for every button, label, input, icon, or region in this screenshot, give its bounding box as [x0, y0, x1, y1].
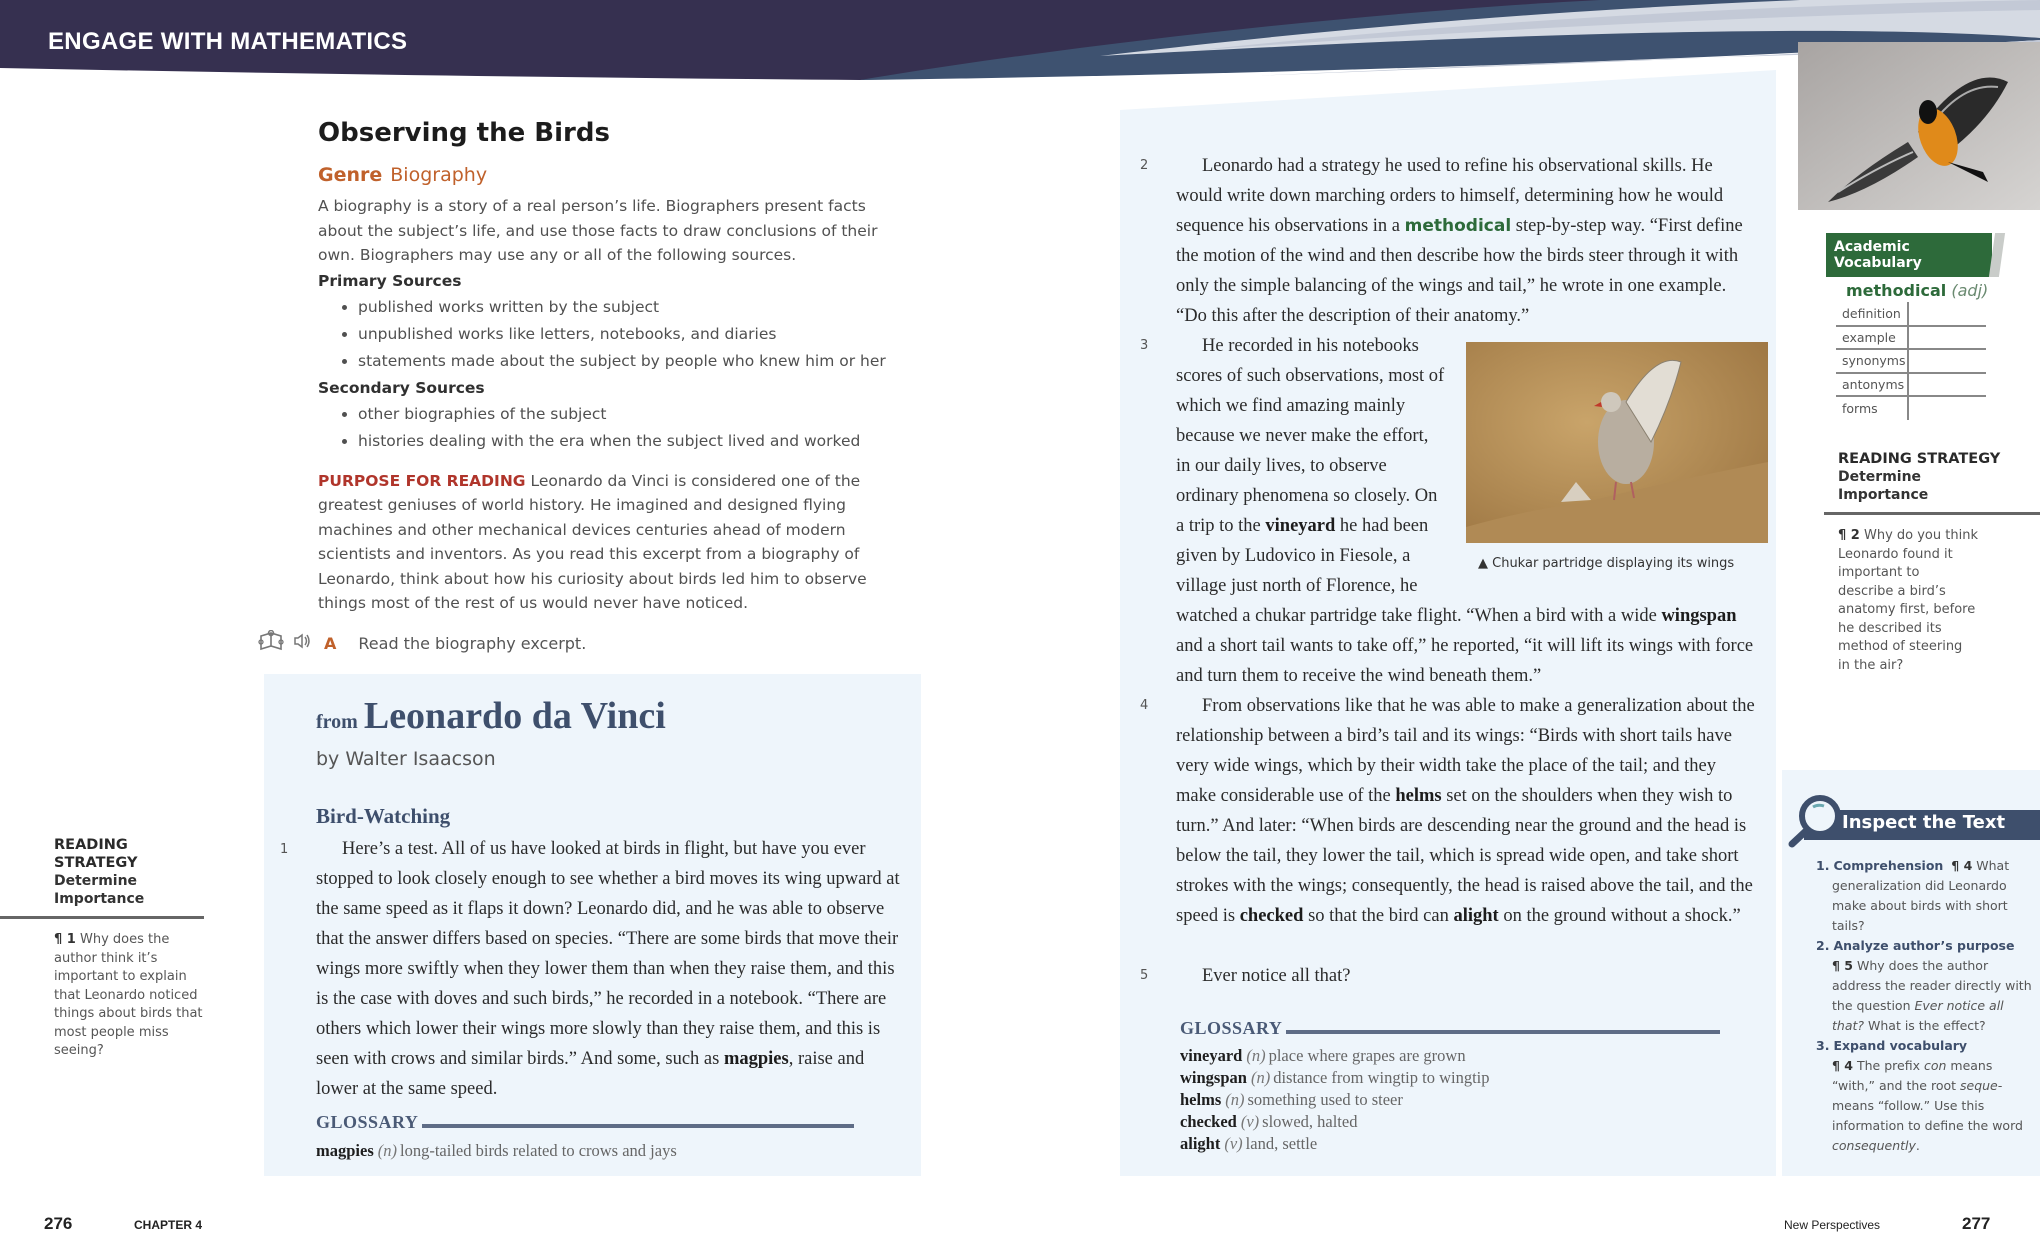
vocab-word: methodical (adj): [1846, 281, 1989, 300]
excerpt-from: from: [316, 711, 358, 733]
glossary-term-helms: helms: [1395, 786, 1442, 806]
glossary-rule: [422, 1124, 854, 1128]
primary-sources-heading: Primary Sources: [318, 271, 462, 290]
paragraph-5: Ever notice all that?: [1202, 966, 1351, 986]
glossary-rule: [1286, 1030, 1720, 1034]
excerpt-author: by Walter Isaacson: [316, 748, 496, 770]
inspect-question: 2. Analyze author’s purpose ¶ 5 Why does the author address the reader directly with the question Ever notice all that? What is the effect?: [1816, 938, 2032, 1033]
glossary-list: [1180, 1045, 1490, 1155]
chukar-partridge-photo: [1466, 342, 1768, 543]
paragraph-1: Here’s a test. All of us have looked at birds in flight, but have you ever stopped to look closely enough to see whether a bird moves its wing upward at the same speed as it flaps it down? Leonardo did, and he was able to observe that the answer differs based on species. “There are some birds that move their wings more swiftly when they lower them than when they raise them, and this is the case with doves and such birds,” he recorded in a notebook. “There are others which lower their wings more slowly than they raise them, and this is seen with crows and similar birds.” And some, such as magpies, raise and lower at the same speed.: [316, 839, 900, 1099]
vocab-answer-cell[interactable]: [1908, 373, 1986, 397]
vocab-row: forms: [1836, 396, 1986, 420]
inspect-the-text-box: [1782, 770, 2040, 1176]
list-item: • other biographies of the subject: [358, 401, 898, 428]
strategy-sub: Importance: [54, 891, 145, 907]
strategy-sub: Determine: [1838, 469, 1922, 485]
vocab-word-methodical[interactable]: methodical: [1404, 216, 1512, 236]
vocab-row: example: [1836, 326, 1986, 350]
reading-strategy-left: [54, 836, 204, 1061]
strategy-rule: [1824, 512, 2040, 515]
vocab-row: synonyms: [1836, 349, 1986, 373]
list-item: • published works written by the subject: [358, 294, 898, 321]
chapter-label: CHAPTER 4: [134, 1218, 203, 1232]
paragraph-number: 1: [280, 842, 289, 857]
image-caption: ▲ Chukar partridge displaying its wings: [1478, 556, 1735, 571]
inspect-question: 1. Comprehension ¶ 4 What generalization did Leonardo make about birds with short tails?: [1816, 858, 2010, 933]
glossary-heading: GLOSSARY: [316, 1112, 854, 1133]
paragraph-4: From observations like that he was able to make a generalization about the relationship between a bird’s tail and its wings: “Birds with short tails have very wide wings, which by their width take the place of the tail; and they make considerable use of the helms set on the shoulders when they wish to turn.” And later: “When birds are descending near the ground and the head is below the tail, they lower the tail, which is spread wide open, and take short strokes with the wings; consequently, the head is raised above the tail, and the speed is checked so that the bird can alight on the ground without a shock.”: [1176, 696, 1755, 926]
task-letter: A: [324, 633, 337, 653]
purpose-text: Leonardo da Vinci is considered one of the greatest geniuses of world history. He imagined and designed flying machines and other mechanical devices centuries ahead of modern scientists and inventors. As you read this excerpt from a biography of Leonardo, think about how his curiosity about birds led him to observe things most of the rest of us would never have noticed.: [318, 471, 867, 612]
glossary-entry: checked (v) slowed, halted: [1180, 1112, 1358, 1131]
unit-label: New Perspectives: [1784, 1218, 1881, 1232]
oriole-bird-photo: [1798, 42, 2040, 210]
paragraph-number: 2: [1140, 158, 1149, 173]
reading-strategy-right: [1838, 450, 2040, 675]
glossary-term-alight: alight: [1453, 906, 1499, 926]
list-item: • statements made about the subject by people who knew him or her: [358, 348, 898, 375]
secondary-sources-list: [358, 401, 898, 455]
paragraph-3: He recorded in his notebooks scores of such observations, most of which we find amazing mainly because we never make the effort, in our daily lives, to observe ordinary phenomena so closely. On a trip to the vineyard he had been given by Ludovico in Fiesole, a village just north of Florence, he watched a chukar partridge take flight. “When a bird with a wide wingspan and a short tail wants to take off,” he reported, “it will lift its wings with force and turn them to receive the wind beneath them.”: [1176, 336, 1754, 686]
strategy-sub: Importance: [1838, 487, 1929, 503]
vocab-answer-cell[interactable]: [1908, 396, 1986, 420]
task-line: [258, 630, 586, 656]
glossary-entry: magpies (n) long-tailed birds related to crows and jays: [316, 1141, 677, 1160]
glossary-term-vineyard: vineyard: [1265, 516, 1336, 536]
strategy-question: ¶ 1 Why does the author think it’s important to explain that Leonardo noticed things about birds that most people miss seeing?: [54, 932, 203, 1058]
strategy-sub: Determine: [54, 873, 138, 889]
read-along-book-icon[interactable]: [258, 630, 284, 656]
section-heading: Bird-Watching: [316, 804, 451, 828]
list-item: • unpublished works like letters, notebooks, and diaries: [358, 321, 898, 348]
genre-value: Biography: [390, 164, 488, 186]
genre-description: A biography is a story of a real person’s life. Biographers present facts about the subject’s life, and use those facts to draw conclusions of their own. Biographers may use any or all of the following sources.: [318, 197, 878, 264]
glossary-heading: GLOSSARY: [1180, 1018, 1720, 1039]
genre-label: Genre: [318, 164, 383, 186]
vocab-header: Academic Vocabulary: [1826, 233, 1992, 277]
glossary-term-wingspan: wingspan: [1661, 606, 1737, 626]
glossary-term-checked: checked: [1239, 906, 1304, 926]
banner-title: ENGAGE WITH MATHEMATICS: [48, 28, 408, 55]
vocab-row: definition: [1836, 302, 1986, 326]
purpose-label: PURPOSE FOR READING: [318, 471, 526, 490]
vocab-answer-cell[interactable]: [1908, 349, 1986, 373]
glossary-entry: wingspan (n) distance from wingtip to wingtip: [1180, 1068, 1490, 1087]
secondary-sources-heading: Secondary Sources: [318, 378, 485, 397]
audio-speaker-icon[interactable]: [292, 631, 312, 655]
strategy-heading: READING STRATEGY: [54, 837, 138, 871]
strategy-heading: READING STRATEGY: [1838, 451, 2001, 467]
intro-section: [318, 118, 898, 616]
vocab-row: antonyms: [1836, 373, 1986, 397]
vocab-answer-cell[interactable]: [1908, 326, 1986, 350]
excerpt-title-main: Leonardo da Vinci: [363, 695, 666, 737]
paragraph-number: 5: [1140, 968, 1149, 983]
inspect-question: 3. Expand vocabulary ¶ 4 The prefix con means “with,” and the root seque- means “follow.” Use this information to define the word consequently.: [1816, 1038, 2023, 1153]
purpose-for-reading: [318, 469, 898, 616]
page-number-left: 276: [44, 1214, 73, 1233]
paragraph-number: 3: [1140, 338, 1149, 353]
page-title: Observing the Birds: [318, 118, 610, 148]
list-item: • histories dealing with the era when the subject lived and worked: [358, 428, 898, 455]
primary-sources-list: [358, 294, 898, 375]
excerpt-box-left: [264, 674, 921, 1176]
inspect-title: Inspect the Text: [1842, 812, 2006, 833]
paragraph-number: 4: [1140, 698, 1149, 713]
excerpt-title: [316, 694, 666, 738]
task-text: Read the biography excerpt.: [358, 633, 587, 653]
magnifying-glass-icon: [1788, 792, 1844, 857]
glossary-entry: alight (v) land, settle: [1180, 1134, 1318, 1153]
academic-vocabulary-box: [1826, 233, 2006, 420]
inspect-question-list: [1816, 856, 2036, 1156]
vocab-table: [1836, 302, 1986, 420]
glossary-term-magpies: magpies: [723, 1049, 789, 1069]
glossary-entry: vineyard (n) place where grapes are grown: [1180, 1046, 1466, 1065]
strategy-rule: [0, 916, 204, 919]
page-number-right: 277: [1962, 1214, 1991, 1233]
vocab-answer-cell[interactable]: [1908, 302, 1986, 326]
strategy-question: ¶ 2 Why do you think Leonardo found it important to describe a bird’s anatomy first, before he described its method of steering in the air?: [1838, 528, 1978, 673]
paragraph-2: Leonardo had a strategy he used to refine his observational skills. He would write down marching orders to himself, determining how he would sequence his observations in a methodical step-by-step way. “First define the motion of the wind and then describe how the birds steer through it with only the simple balancing of the wings and tail,” he wrote in one example. “Do this after the description of their anatomy.”: [1176, 156, 1743, 326]
glossary-entry: helms (n) something used to steer: [1180, 1090, 1403, 1109]
genre-line: [318, 164, 898, 186]
